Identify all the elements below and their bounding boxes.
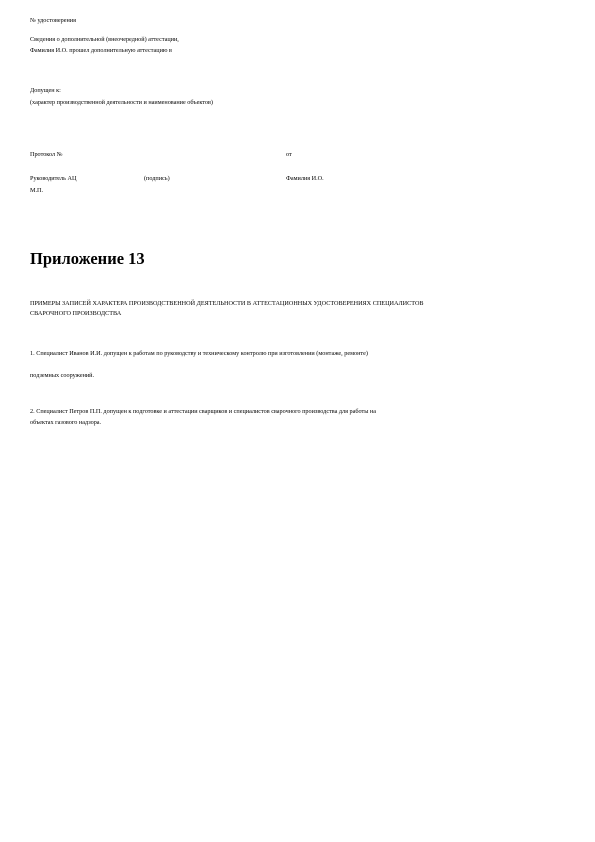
appendix-title: Приложение 13 (30, 249, 145, 268)
example-1-line1: 1. Специалист Иванов И.И. допущен к работам по руководству и техническому контролю при изготовлении (монтаже, ремонте) (30, 350, 368, 357)
appendix-subtitle-line2: СВАРОЧНОГО ПРОИЗВОДСТВА (30, 310, 122, 317)
stamp-label: М.П. (30, 187, 44, 194)
certificate-number-label: № удостоверения (30, 17, 76, 24)
attestation-passed-line: Фамилия И.О. прошел дополнительную аттестацию в (30, 47, 172, 54)
example-2-line2: объектах газового надзора. (30, 419, 102, 426)
head-label: Руководитель АЦ (30, 175, 77, 182)
example-1-line2: подземных сооружений. (30, 372, 95, 379)
example-2-line1: 2. Специалист Петров П.П. допущен к подготовке и аттестации сварщиков и специалистов сварочного производства для работы на (30, 408, 376, 415)
protocol-label: Протокол № (30, 151, 63, 158)
appendix-subtitle-line1: ПРИМЕРЫ ЗАПИСЕЙ ХАРАКТЕРА ПРОИЗВОДСТВЕННОЙ ДЕЯТЕЛЬНОСТИ В АТТЕСТАЦИОННЫХ УДОСТОВЕРЕНИЯХ СПЕЦИАЛИСТОВ (30, 300, 424, 307)
admitted-label: Допущен к: (30, 87, 61, 94)
signature-label: (подпись) (144, 175, 170, 182)
activity-note: (характер производственной деятельности и наименование объектов) (30, 99, 213, 106)
head-name-label: Фамилия И.О. (286, 175, 324, 182)
protocol-date-label: от (286, 151, 292, 158)
additional-attestation-info: Сведения о дополнительной (внеочередной) аттестации, (30, 36, 179, 43)
